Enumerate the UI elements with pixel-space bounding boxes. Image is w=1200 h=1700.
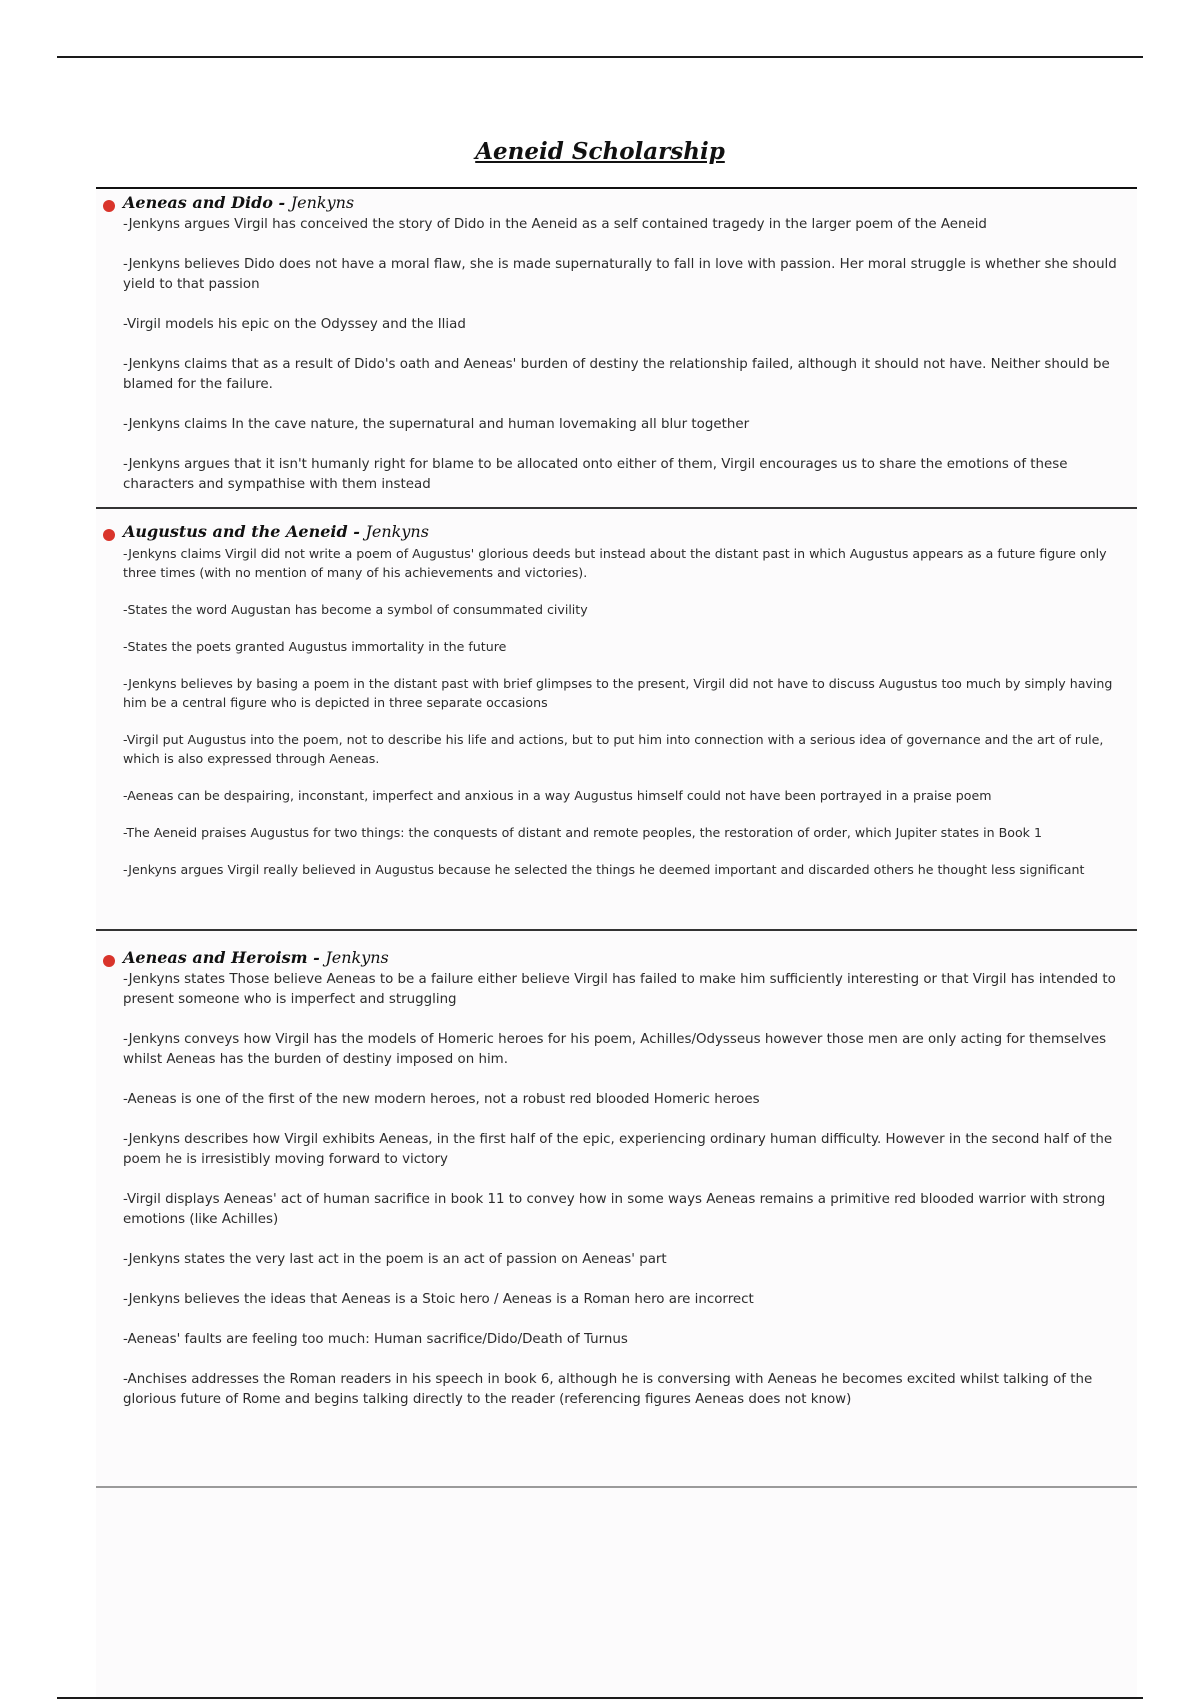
note-list	[96, 970, 1137, 1410]
title-divider	[96, 187, 1137, 189]
note-item: -Jenkyns claims Virgil did not write a poem of Augustus' glorious deeds but instead about the distant past in which Augustus appears as a future figure only three times (with no mention of many of his achievements and victories).	[123, 546, 1107, 580]
section-heading	[96, 948, 1137, 970]
note-item: -States the word Augustan has become a symbol of consummated civility	[123, 602, 588, 617]
note-item: -Jenkyns claims that as a result of Dido's oath and Aeneas' burden of destiny the relationship failed, although it should not have. Neither should be blamed for the failure.	[123, 357, 1110, 392]
red-bullet-icon	[103, 955, 115, 967]
note-item: -Jenkyns argues that it isn't humanly right for blame to be allocated onto either of them, Virgil encourages us to share the emotions of these characters and sympathise with them instead	[123, 457, 1068, 492]
section-divider	[96, 1486, 1137, 1488]
section-title: Augustus and the Aeneid - Jenkyns	[123, 522, 429, 541]
note-list	[96, 544, 1137, 879]
note-item: -Jenkyns describes how Virgil exhibits Aeneas, in the first half of the epic, experiencing ordinary human difficulty. However in the second half of the poem he is irresistibly moving forward to victory	[123, 1132, 1113, 1167]
note-item: -States the poets granted Augustus immortality in the future	[123, 639, 507, 654]
note-item: -Anchises addresses the Roman readers in his speech in book 6, although he is conversing with Aeneas he becomes excited whilst talking of the glorious future of Rome and begins talking directly to the reader (referencing figures Aeneas does not know)	[123, 1372, 1093, 1407]
note-item: -Jenkyns believes the ideas that Aeneas is a Stoic hero / Aeneas is a Roman hero are incorrect	[123, 1292, 754, 1307]
section-title: Aeneas and Heroism - Jenkyns	[123, 948, 389, 967]
note-item: -Virgil models his epic on the Odyssey and the Iliad	[123, 317, 466, 332]
red-bullet-icon	[103, 529, 115, 541]
note-item: -Jenkyns believes Dido does not have a moral flaw, she is made supernaturally to fall in love with passion. Her moral struggle is whether she should yield to that passion	[123, 257, 1117, 292]
section-author: Jenkyns	[290, 193, 355, 212]
section-aeneas-and-heroism	[96, 948, 1137, 1430]
section-divider	[96, 929, 1137, 931]
note-item: -Jenkyns believes by basing a poem in the distant past with brief glimpses to the present, Virgil did not have to discuss Augustus too much by simply having him be a central figure who is depicted in three separate occasions	[123, 676, 1113, 710]
page-title: Aeneid Scholarship	[475, 138, 725, 165]
note-item: -Jenkyns states the very last act in the poem is an act of passion on Aeneas' part	[123, 1252, 667, 1267]
section-heading	[96, 522, 1137, 544]
note-item: -Virgil displays Aeneas' act of human sacrifice in book 11 to convey how in some ways Aeneas remains a primitive red blooded warrior with strong emotions (like Achilles)	[123, 1192, 1106, 1227]
section-author: Jenkyns	[365, 522, 429, 541]
section-title: Aeneas and Dido - Jenkyns	[123, 193, 355, 212]
note-item: -Aeneas can be despairing, inconstant, imperfect and anxious in a way Augustus himself could not have been portrayed in a praise poem	[123, 788, 992, 803]
section-augustus-and-the-aeneid	[96, 522, 1137, 897]
note-list	[96, 215, 1137, 495]
note-item: -Jenkyns claims In the cave nature, the supernatural and human lovemaking all blur together	[123, 417, 750, 432]
page-bottom-rule	[57, 1697, 1143, 1699]
note-item: -Aeneas is one of the first of the new modern heroes, not a robust red blooded Homeric heroes	[123, 1092, 760, 1107]
note-item: -The Aeneid praises Augustus for two things: the conquests of distant and remote peoples, the restoration of order, which Jupiter states in Book 1	[123, 825, 1042, 840]
section-author: Jenkyns	[325, 948, 389, 967]
note-item: -Jenkyns argues Virgil has conceived the story of Dido in the Aeneid as a self contained tragedy in the larger poem of the Aeneid	[123, 217, 987, 232]
section-divider	[96, 507, 1137, 509]
note-item: -Virgil put Augustus into the poem, not to describe his life and actions, but to put him into connection with a serious idea of governance and the art of rule, which is also expressed through Aeneas.	[123, 732, 1104, 766]
note-item: -Jenkyns argues Virgil really believed in Augustus because he selected the things he deemed important and discarded others he thought less significant	[123, 862, 1085, 877]
note-item: -Jenkyns conveys how Virgil has the models of Homeric heroes for his poem, Achilles/Odysseus however those men are only acting for themselves whilst Aeneas has the burden of destiny imposed on him.	[123, 1032, 1107, 1067]
section-heading	[96, 193, 1137, 215]
note-item: -Jenkyns states Those believe Aeneas to be a failure either believe Virgil has failed to make him sufficiently interesting or that Virgil has intended to present someone who is imperfect and struggling	[123, 972, 1116, 1007]
section-aeneas-and-dido	[96, 193, 1137, 515]
note-item: -Aeneas' faults are feeling too much: Human sacrifice/Dido/Death of Turnus	[123, 1332, 628, 1347]
page-top-rule	[57, 56, 1143, 58]
red-bullet-icon	[103, 200, 115, 212]
